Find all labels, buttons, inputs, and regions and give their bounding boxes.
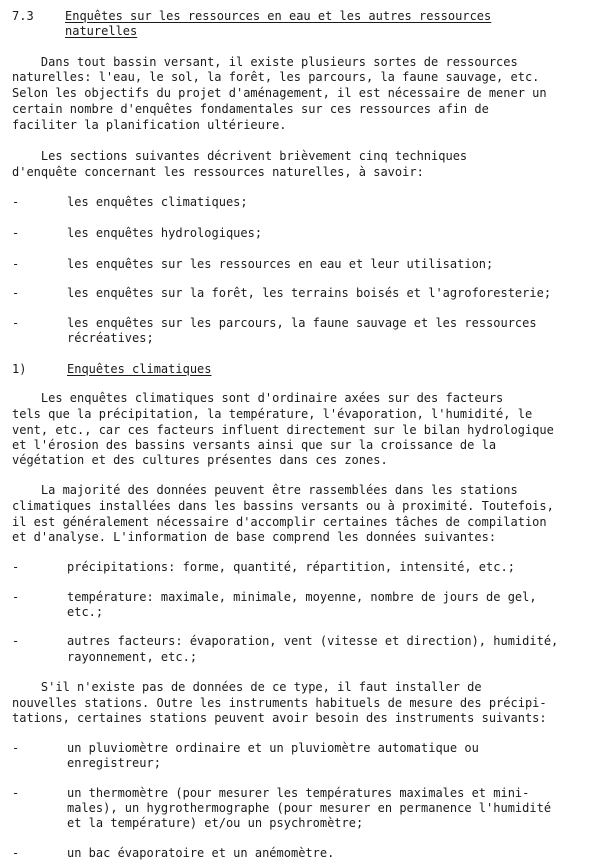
intro-p1-line-2: naturelles: l'eau, le sol, la forêt, les parcours, la faune sauvage, etc. <box>12 70 540 84</box>
intro-p1-line-1: Dans tout bassin versant, il existe plusieurs sortes de ressources <box>12 55 518 69</box>
sub-p3-line-1: S'il n'existe pas de données de ce type, il faut installer de <box>12 680 482 694</box>
list-dash: - <box>12 286 20 300</box>
list-item-continuation: rayonnement, etc.; <box>67 650 198 664</box>
list-item-continuation: et la température) et/ou un psychromètre; <box>67 816 364 830</box>
list-dash: - <box>12 786 20 800</box>
intro-p1-line-4: certain nombre d'enquêtes fondamentales sur ces ressources afin de <box>12 102 489 116</box>
sub-p3-line-3: tations, certaines stations peuvent avoir besoin des instruments suivants: <box>12 711 547 725</box>
list-item-continuation: etc.; <box>67 605 104 619</box>
list-dash: - <box>12 257 20 271</box>
sub-p1-line-4: et l'érosion des bassins versants ainsi que sur la croissance de la <box>12 438 497 452</box>
sub-p2-line-4: et d'analyse. L'information de base comprend les données suivantes: <box>12 530 497 544</box>
list-item: précipitations: forme, quantité, répartition, intensité, etc.; <box>67 560 515 574</box>
list-item: les enquêtes climatiques; <box>67 195 248 209</box>
list-dash: - <box>12 226 20 240</box>
list-dash: - <box>12 741 20 755</box>
list-item: les enquêtes sur les ressources en eau et leur utilisation; <box>67 257 494 271</box>
list-dash: - <box>12 560 20 574</box>
list-item: température: maximale, minimale, moyenne, nombre de jours de gel, <box>67 590 537 604</box>
list-item: autres facteurs: évaporation, vent (vitesse et direction), humidité, <box>67 634 559 648</box>
subsection-title: Enquêtes climatiques <box>67 362 212 376</box>
intro-p1-line-5: faciliter la planification ultérieure. <box>12 118 287 132</box>
intro-p2-line-2: d'enquête concernant les ressources naturelles, à savoir: <box>12 165 424 179</box>
list-item: les enquêtes sur les parcours, la faune sauvage et les ressources <box>67 316 537 330</box>
list-dash: - <box>12 846 20 860</box>
subsection-number: 1) <box>12 362 27 376</box>
intro-p2-line-1: Les sections suivantes décrivent brièvement cinq techniques <box>12 149 468 163</box>
list-dash: - <box>12 316 20 330</box>
section-number: 7.3 <box>12 9 34 23</box>
list-item: un thermomètre (pour mesurer les températures maximales et mini- <box>67 786 530 800</box>
sub-p1-line-5: végétation et des cultures présentes dans ces zones. <box>12 453 388 467</box>
list-item: un pluviomètre ordinaire et un pluviomètre automatique ou <box>67 741 479 755</box>
list-item: les enquêtes hydrologiques; <box>67 226 263 240</box>
intro-p1-line-3: Selon les objectifs du projet d'aménagement, il est nécessaire de mener un <box>12 86 547 100</box>
list-dash: - <box>12 590 20 604</box>
sub-p1-line-2: tels que la précipitation, la température, l'évaporation, l'humidité, le <box>12 407 533 421</box>
section-title-line-1: Enquêtes sur les ressources en eau et les autres ressources <box>65 9 492 23</box>
list-item-continuation: males), un hygrothermographe (pour mesurer en permanence l'humidité <box>67 801 552 815</box>
list-dash: - <box>12 634 20 648</box>
sub-p2-line-1: La majorité des données peuvent être rassemblées dans les stations <box>12 483 518 497</box>
sub-p2-line-3: il est généralement nécessaire d'accomplir certaines tâches de compilation <box>12 515 547 529</box>
sub-p1-line-1: Les enquêtes climatiques sont d'ordinaire axées sur des facteurs <box>12 391 504 405</box>
sub-p1-line-3: vent, etc., car ces facteurs influent directement sur le bilan hydrologique <box>12 423 554 437</box>
sub-p3-line-2: nouvelles stations. Outre les instruments habituels de mesure des précipi- <box>12 696 547 710</box>
list-item-continuation: enregistreur; <box>67 756 161 770</box>
sub-p2-line-2: climatiques installées dans les bassins versants ou à proximité. Toutefois, <box>12 499 554 513</box>
list-dash: - <box>12 195 20 209</box>
list-item: les enquêtes sur la forêt, les terrains boisés et l'agroforesterie; <box>67 286 552 300</box>
list-item: un bac évaporatoire et un anémomètre. <box>67 846 335 860</box>
list-item-continuation: récréatives; <box>67 331 154 345</box>
section-title-line-2: naturelles <box>65 24 138 38</box>
